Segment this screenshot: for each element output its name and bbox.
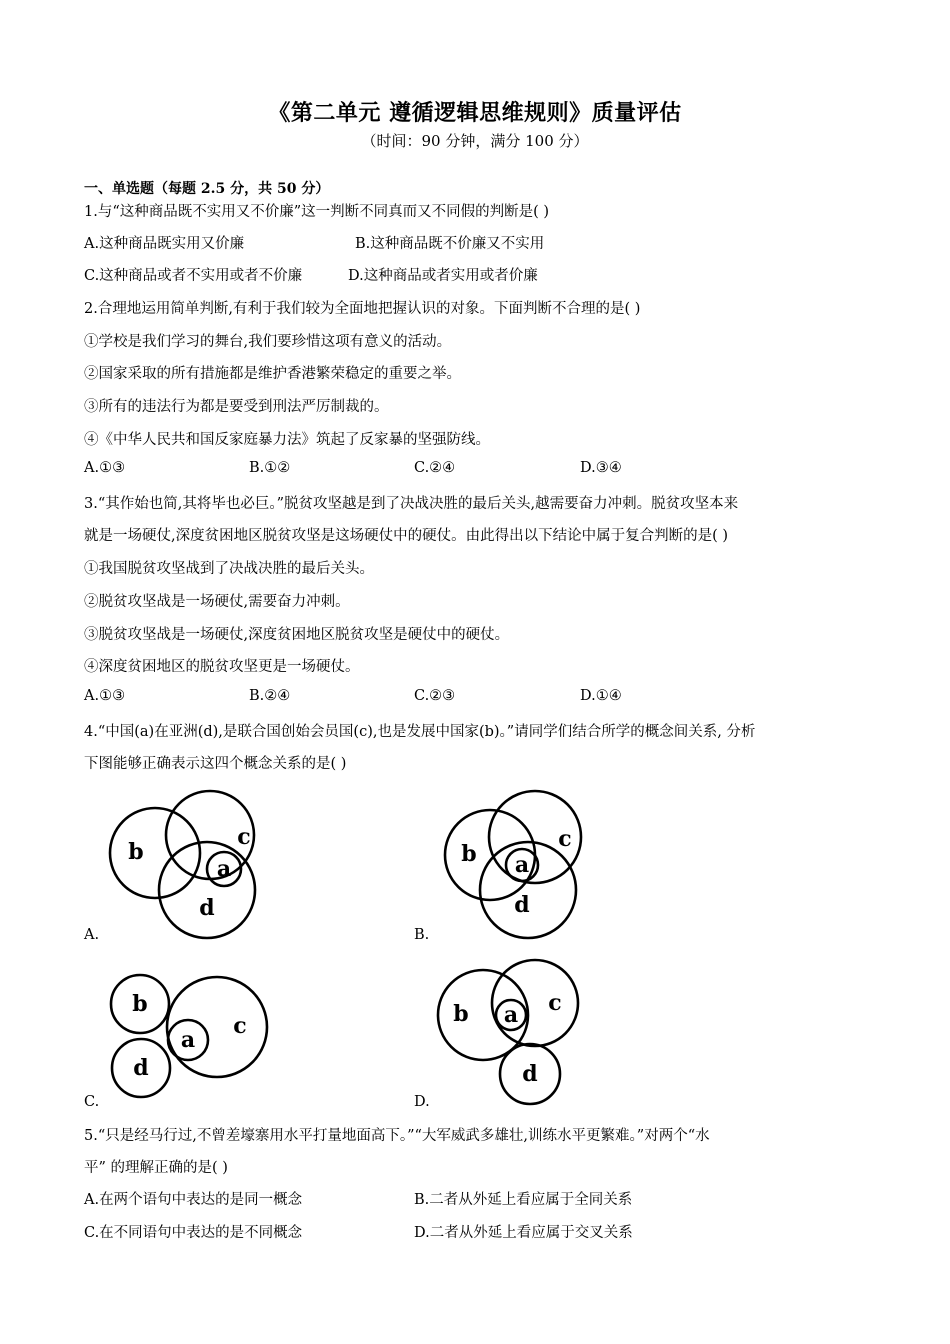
q1-option-b[interactable]: B.这种商品既不价廉又不实用 <box>355 236 545 252</box>
label-c: c <box>558 826 572 852</box>
label-b: b <box>453 1001 469 1027</box>
q1-option-a[interactable]: A.这种商品既实用又价廉 <box>84 236 245 252</box>
figure-d-label[interactable]: D. <box>414 1094 430 1110</box>
q5-option-d[interactable]: D.二者从外延上看应属于交叉关系 <box>414 1225 633 1241</box>
label-a: a <box>503 1002 519 1028</box>
circle-b <box>110 808 200 898</box>
q2-item-3: ③所有的违法行为都是要受到刑法严厉制裁的。 <box>84 399 389 415</box>
q5-option-c[interactable]: C.在不同语句中表达的是不同概念 <box>84 1225 303 1241</box>
circle-d <box>159 842 255 938</box>
q5-option-b[interactable]: B.二者从外延上看应属于全同关系 <box>414 1192 633 1208</box>
label-c: c <box>548 990 562 1016</box>
q1-option-c[interactable]: C.这种商品或者不实用或者不价廉 <box>84 268 303 284</box>
label-a: a <box>180 1027 196 1053</box>
q5-stem-line-2: 平” 的理解正确的是( ) <box>84 1160 228 1176</box>
venn-diagram-a <box>100 785 270 945</box>
label-c: c <box>237 824 251 850</box>
q2-option-b[interactable]: B.①② <box>249 460 291 476</box>
label-b: b <box>461 841 477 867</box>
q5-option-a[interactable]: A.在两个语句中表达的是同一概念 <box>84 1192 303 1208</box>
label-b: b <box>128 839 144 865</box>
label-d: d <box>199 895 215 921</box>
label-a: a <box>514 852 530 878</box>
q3-option-b[interactable]: B.②④ <box>249 688 291 704</box>
venn-diagram-c <box>100 970 280 1100</box>
figure-c-label[interactable]: C. <box>84 1094 100 1110</box>
q3-stem-line-2: 就是一场硬仗,深度贫困地区脱贫攻坚是这场硬仗中的硬仗。由此得出以下结论中属于复合判断的是( ) <box>84 528 729 544</box>
q3-option-d[interactable]: D.①④ <box>580 688 622 704</box>
q3-option-a[interactable]: A.①③ <box>84 688 126 704</box>
q1-stem: 1.与“这种商品既不实用又不价廉”这一判断不同真而又不同假的判断是( ) <box>84 204 550 220</box>
venn-diagram-d <box>430 960 600 1110</box>
q2-item-1: ①学校是我们学习的舞台,我们要珍惜这项有意义的活动。 <box>84 334 452 350</box>
label-d: d <box>514 892 530 918</box>
q3-option-c[interactable]: C.②③ <box>414 688 456 704</box>
label-c: c <box>233 1013 247 1039</box>
figure-a-label[interactable]: A. <box>84 927 100 943</box>
page-title: 《第二单元 遵循逻辑思维规则》质量评估 <box>268 100 682 126</box>
label-d: d <box>522 1061 538 1087</box>
label-d: d <box>133 1055 149 1081</box>
label-a: a <box>216 856 232 882</box>
q2-option-d[interactable]: D.③④ <box>580 460 622 476</box>
q4-stem-line-1: 4.“中国(a)在亚洲(d),是联合国创始会员国(c),也是发展中国家(b)。”请同学们结合所学的概念间关系, 分析 <box>84 724 756 740</box>
q3-item-1: ①我国脱贫攻坚战到了决战决胜的最后关头。 <box>84 561 374 577</box>
q3-stem-line-1: 3.“其作始也简,其将毕也必巨。”脱贫攻坚越是到了决战决胜的最后关头,越需要奋力冲刺。脱贫攻坚本来 <box>84 496 739 512</box>
venn-diagram-b <box>435 785 605 945</box>
q2-option-a[interactable]: A.①③ <box>84 460 126 476</box>
figure-b-label[interactable]: B. <box>414 927 430 943</box>
q4-stem-line-2: 下图能够正确表示这四个概念关系的是( ) <box>84 756 347 772</box>
q2-option-c[interactable]: C.②④ <box>414 460 456 476</box>
exam-info: （时间：90 分钟，满分 100 分） <box>361 132 589 150</box>
section-heading: 一、单选题（每题 2.5 分，共 50 分） <box>84 181 330 197</box>
q3-item-2: ②脱贫攻坚战是一场硬仗,需要奋力冲刺。 <box>84 594 350 610</box>
q3-item-3: ③脱贫攻坚战是一场硬仗,深度贫困地区脱贫攻坚是硬仗中的硬仗。 <box>84 627 510 643</box>
q1-option-d[interactable]: D.这种商品或者实用或者价廉 <box>348 268 538 284</box>
q2-stem: 2.合理地运用简单判断,有利于我们较为全面地把握认识的对象。下面判断不合理的是( ) <box>84 301 641 317</box>
q2-item-4: ④《中华人民共和国反家庭暴力法》筑起了反家暴的坚强防线。 <box>84 432 490 448</box>
label-b: b <box>132 991 148 1017</box>
q3-item-4: ④深度贫困地区的脱贫攻坚更是一场硬仗。 <box>84 659 360 675</box>
q5-stem-line-1: 5.“只是经马行过,不曾差壕寨用水平打量地面高下。”“大军威武多雄壮,训练水平更繁难。”对两个“水 <box>84 1128 710 1144</box>
q2-item-2: ②国家采取的所有措施都是维护香港繁荣稳定的重要之举。 <box>84 366 461 382</box>
